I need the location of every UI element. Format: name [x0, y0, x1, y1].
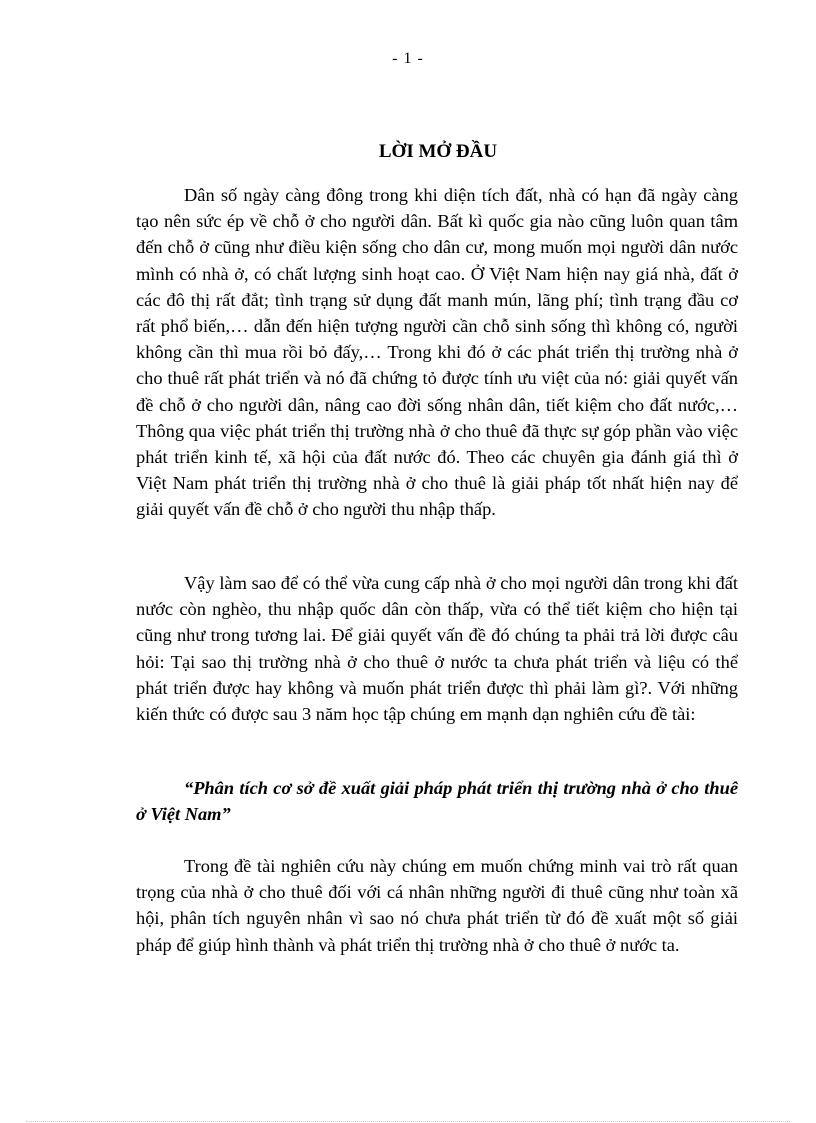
page-title: LỜI MỞ ĐẦU	[378, 141, 498, 162]
intro-paragraph-2: Vậy làm sao để có thể vừa cung cấp nhà ở cho mọi người dân trong khi đất nước còn nghèo, thu nhập quốc dân còn thấp, vừa có thể tiết kiệm cho hiện tại cũng như trong tương lai. Để giải quyết vấn đề đó chúng ta phải trả lời được câu hỏi: Tại sao thị trường nhà ở cho thuê ở nước ta chưa phát triển và liệu có thể phát triển được hay không và muốn phát triển được thì phải làm gì?. Với những kiến thức có được sau 3 năm học tập chúng em mạnh dạn nghiên cứu đề tài:	[136, 573, 738, 725]
intro-paragraph-1: Dân số ngày càng đông trong khi diện tích đất, nhà có hạn đã ngày càng tạo nên sức ép về chỗ ở cho người dân. Bất kì quốc gia nào cũng luôn quan tâm đến chỗ ở cũng như điều kiện sống cho dân cư, mong muốn mọi người dân nước mình có nhà ở, có chất lượng sinh hoạt cao. Ở Việt Nam hiện nay giá nhà, đất ở các đô thị rất đắt; tình trạng sử dụng đất manh mún, lãng phí; tình trạng đầu cơ rất phổ biến,… dẫn đến hiện tượng người cần chỗ sinh sống thì không có, người không cần thì mua rồi bỏ đấy,… Trong khi đó ở các phát triển thị trường nhà ở cho thuê rất phát triển và nó đã chứng tỏ được tính ưu việt của nó: giải quyết vấn đề chỗ ở cho người dân, nâng cao đời sống nhân dân, tiết kiệm cho đất nước,…Thông qua việc phát triển thị trường nhà ở cho thuê đã thực sự góp phần vào việc phát triển kinh tế, xã hội của đất nước đó. Theo các chuyên gia đánh giá thì ở Việt Nam phát triển thị trường nhà ở cho thuê là giải pháp tốt nhất hiện nay để giải quyết vấn đề chỗ ở cho người thu nhập thấp.	[136, 185, 738, 520]
page-number: - 1 -	[392, 50, 424, 67]
page-bottom-divider	[26, 1121, 790, 1122]
intro-paragraph-3: Trong đề tài nghiên cứu này chúng em muốn chứng minh vai trò rất quan trọng của nhà ở cho thuê đối với cá nhân những người đi thuê cũng như toàn xã hội, phân tích nguyên nhân vì sao nó chưa phát triển từ đó đề xuất một số giải pháp để giúp hình thành và phát triển thị trường nhà ở cho thuê ở nước ta.	[136, 856, 738, 955]
research-topic-title: “Phân tích cơ sở đề xuất giải pháp phát triển thị trường nhà ở cho thuê ở Việt Nam”	[136, 778, 738, 825]
